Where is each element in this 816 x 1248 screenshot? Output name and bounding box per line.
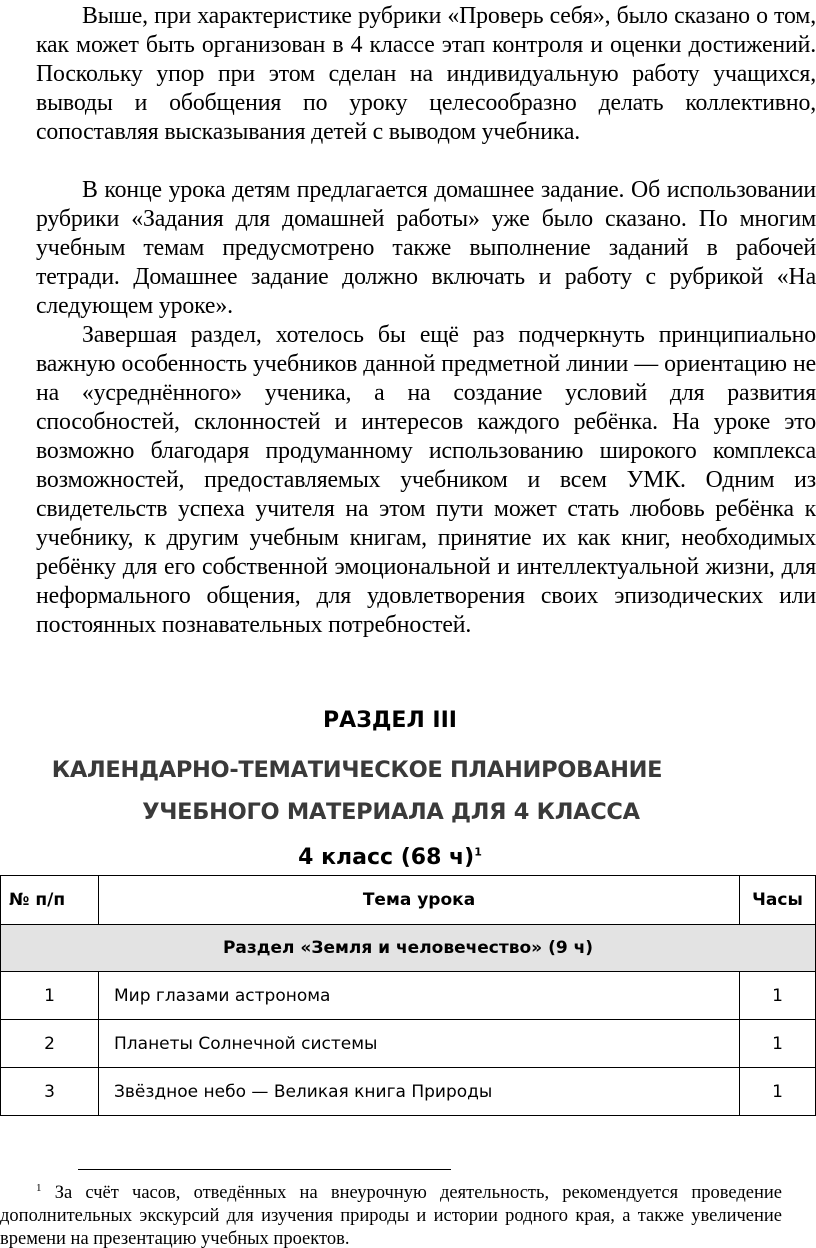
row-topic: Планеты Солнечной системы <box>99 1020 740 1068</box>
row-topic: Звёздное небо — Великая книга Природы <box>99 1068 740 1116</box>
title-line-2: УЧЕБНОГО МАТЕРИАЛА ДЛЯ 4 КЛАССА <box>142 799 640 825</box>
table-section-row <box>1 925 816 972</box>
paragraph-homework: В конце урока детям предлагается домашнее задание. Об использовании рубрики «Задания для домашней работы» уже было сказано. По многим учебным темам предусмотрено также выполнение заданий в рабочей тетради. Домашнее задание должно включать и работу с рубрикой «На следующем уроке». <box>36 177 816 319</box>
row-number: 1 <box>1 972 99 1020</box>
header-number: № п/п <box>1 876 99 925</box>
footnote-divider <box>78 1169 451 1170</box>
class-heading-text: 4 класс (68 ч) <box>298 845 475 870</box>
title-line-1: КАЛЕНДАРНО-ТЕМАТИЧЕСКОЕ ПЛАНИРОВАНИЕ <box>51 757 663 783</box>
class-heading <box>0 845 780 870</box>
table-row <box>1 972 816 1020</box>
footnote-text: За счёт часов, отведённых на внеурочную деятельность, рекомендуется проведение дополнительных экскурсий для изучения природы и истории родного края, а также увеличение времени на презентацию учебных проектов. <box>0 1183 782 1248</box>
table-row <box>1 1068 816 1116</box>
row-hours: 1 <box>740 1020 816 1068</box>
section-heading: РАЗДЕЛ III <box>323 708 457 733</box>
row-topic: Мир глазами астронома <box>99 972 740 1020</box>
footnote <box>0 1182 782 1248</box>
row-hours: 1 <box>740 972 816 1020</box>
row-hours: 1 <box>740 1068 816 1116</box>
planning-table <box>0 875 816 1116</box>
paragraph-check-yourself: Выше, при характеристике рубрики «Проверь себя», было сказано о том, как может быть организован в 4 классе этап контроля и оценки достижений. Поскольку упор при этом сделан на индивидуальную работу учащихся, выводы и обобщения по уроку целесообразно делать коллективно, сопоставляя высказывания детей с выводом учебника. <box>36 3 816 145</box>
header-topic: Тема урока <box>99 876 740 925</box>
row-number: 3 <box>1 1068 99 1116</box>
table-header-row <box>1 876 816 925</box>
header-hours: Часы <box>740 876 816 925</box>
row-number: 2 <box>1 1020 99 1068</box>
footnote-mark: 1 <box>36 1181 42 1194</box>
footnote-reference[interactable]: 1 <box>474 845 482 859</box>
table-row <box>1 1020 816 1068</box>
section-row-label: Раздел «Земля и человечество» (9 ч) <box>1 925 816 972</box>
paragraph-conclusion: Завершая раздел, хотелось бы ещё раз подчеркнуть принципиально важную особенность учебников данной предметной линии — ориентацию не на «усреднённого» ученика, а на создание условий для развития способностей, склонностей и интересов каждого ребёнка. На уроке это возможно благодаря продуманному использованию широкого комплекса возможностей, предоставляемых учебником и всем УМК. Одним из свидетельств успеха учителя на этом пути может стать любовь ребёнка к учебнику, к другим учебным книгам, принятие их как книг, необходимых ребёнку для его собственной эмоциональной и интеллектуальной жизни, для неформального общения, для удовлетворения своих эпизодических или постоянных познавательных потребностей. <box>36 322 816 638</box>
